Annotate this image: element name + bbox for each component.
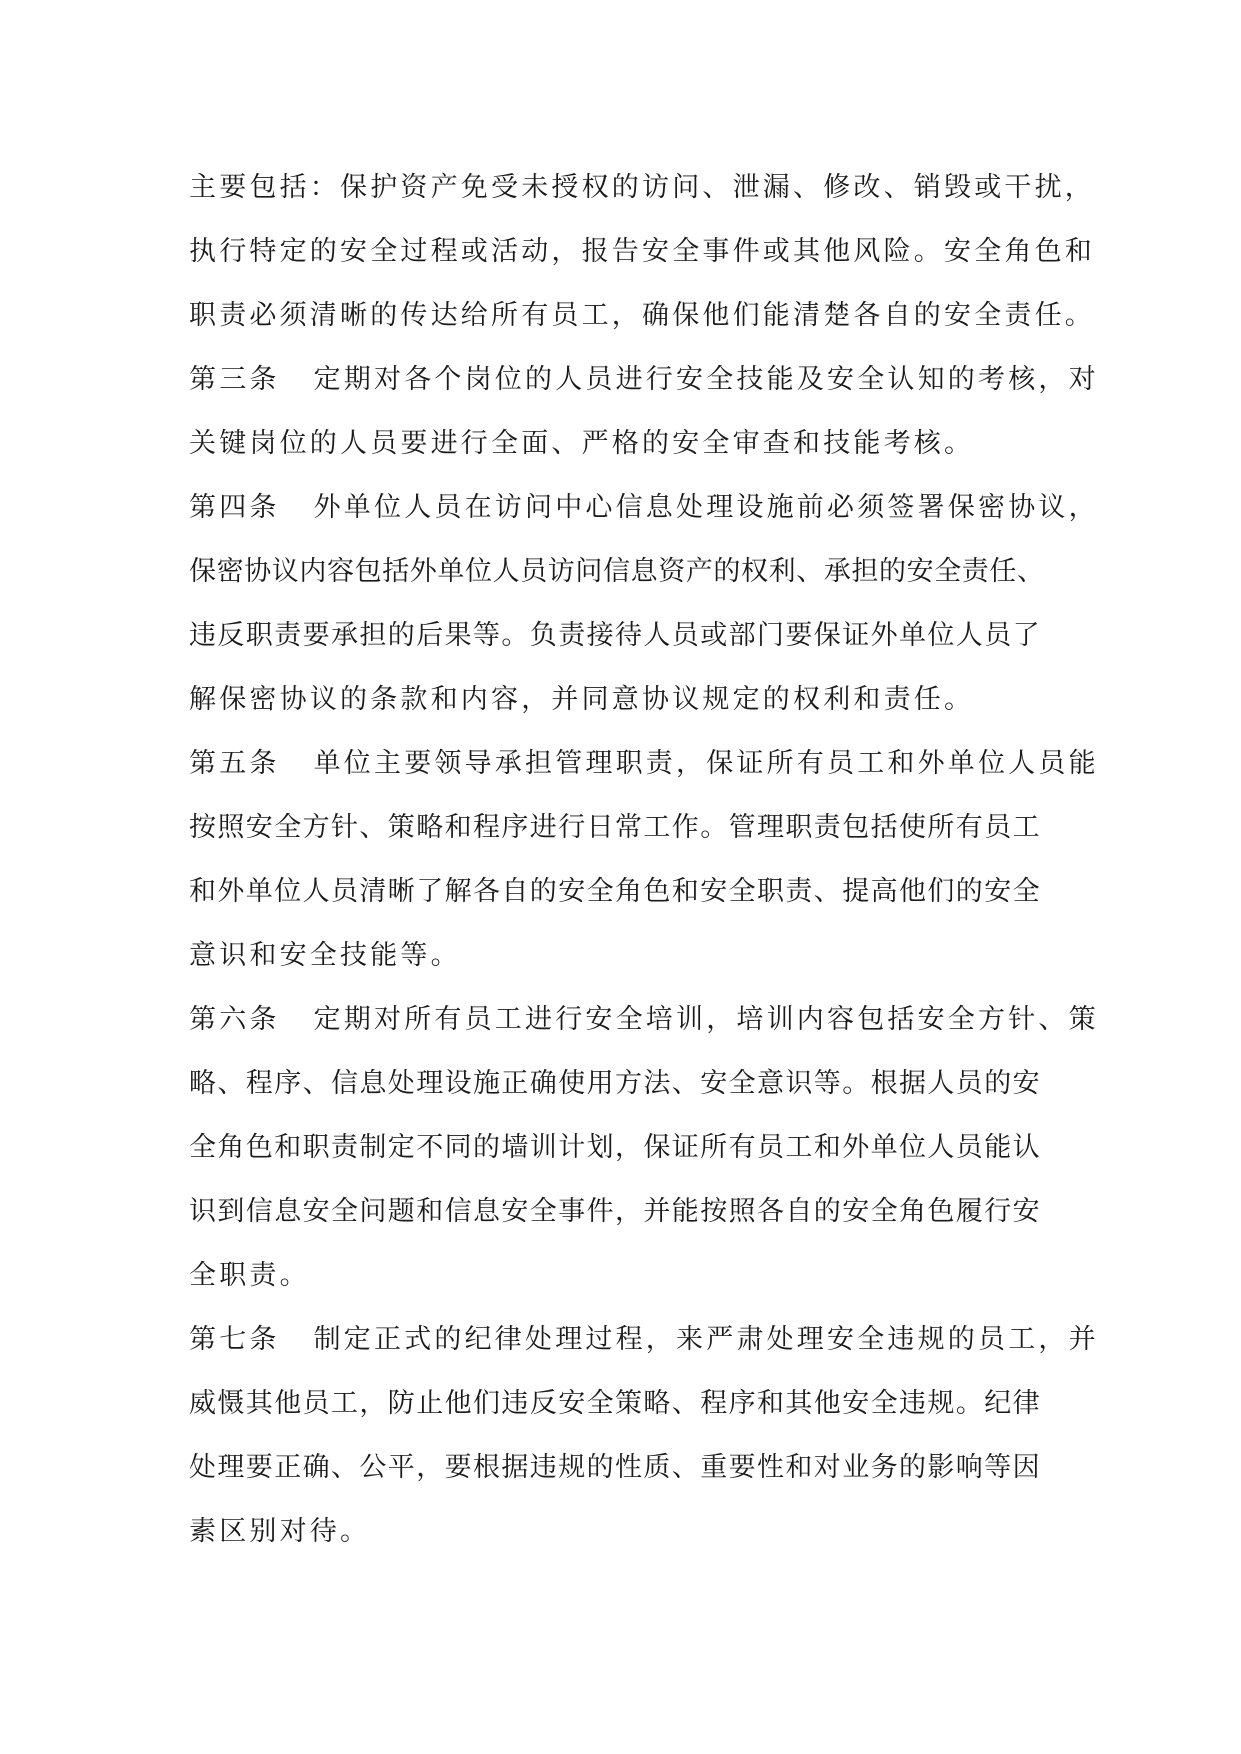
document-body xyxy=(189,156,1099,1564)
text-line: 职责必须清晰的传达给所有员工，确保他们能清楚各自的安全责任。 xyxy=(189,300,1095,331)
text-line: 违反职责要承担的后果等。负责接待人员或部门要保证外单位人员了 xyxy=(189,620,1041,651)
article-3 xyxy=(189,348,1099,476)
article-label: 第三条 xyxy=(189,364,280,395)
text-line: 全角色和职责制定不同的墙训计划，保证所有员工和外单位人员能认 xyxy=(189,1132,1041,1163)
text-line xyxy=(189,1308,1099,1372)
text-line: 按照安全方针、策略和程序进行日常工作。管理职责包括使所有员工 xyxy=(189,812,1041,843)
text-line: 关键岗位的人员要进行全面、严格的安全审查和技能考核。 xyxy=(189,428,975,459)
text-line: 意识和安全技能等。 xyxy=(189,940,461,971)
text-line: 解保密协议的条款和内容，并同意协议规定的权利和责任。 xyxy=(189,684,975,715)
text-line: 保密协议内容包括外单位人员访问信息资产的权利、承担的安全责任、 xyxy=(189,556,1045,587)
text-line: 识到信息安全问题和信息安全事件，并能按照各自的安全角色履行安 xyxy=(189,1196,1041,1227)
text-line: 执行特定的安全过程或活动，报告安全事件或其他风险。安全角色和 xyxy=(189,236,1095,267)
text-line: 主要包括：保护资产免受未授权的访问、泄漏、修改、销毁或干扰， xyxy=(189,172,1095,203)
text-line: 素区别对待。 xyxy=(189,1516,371,1547)
article-label: 第五条 xyxy=(189,748,280,779)
article-7 xyxy=(189,1308,1099,1564)
text-line xyxy=(189,732,1099,796)
article-text: 定期对所有员工进行安全培训，培训内容包括安全方针、策 xyxy=(313,1004,1099,1035)
article-6 xyxy=(189,988,1099,1308)
text-line: 略、程序、信息处理设施正确使用方法、安全意识等。根据人员的安 xyxy=(189,1068,1041,1099)
text-line: 处理要正确、公平，要根据违规的性质、重要性和对业务的影响等因 xyxy=(189,1452,1041,1483)
article-label: 第七条 xyxy=(189,1324,280,1355)
text-line: 威慑其他员工，防止他们违反安全策略、程序和其他安全违规。纪律 xyxy=(189,1388,1041,1419)
article-4 xyxy=(189,476,1099,732)
text-line: 全职责。 xyxy=(189,1260,310,1291)
article-label: 第四条 xyxy=(189,492,280,523)
text-line xyxy=(189,988,1099,1052)
paragraph-intro xyxy=(189,156,1095,348)
text-line xyxy=(189,348,1099,412)
text-line: 和外单位人员清晰了解各自的安全角色和安全职责、提高他们的安全 xyxy=(189,876,1041,907)
article-label: 第六条 xyxy=(189,1004,280,1035)
article-text: 制定正式的纪律处理过程，来严肃处理安全违规的员工，并 xyxy=(313,1324,1099,1355)
article-text: 定期对各个岗位的人员进行安全技能及安全认知的考核，对 xyxy=(313,364,1099,395)
article-text: 单位主要领导承担管理职责，保证所有员工和外单位人员能 xyxy=(313,748,1099,779)
article-5 xyxy=(189,732,1099,988)
text-line xyxy=(189,476,1099,540)
article-text: 外单位人员在访问中心信息处理设施前必须签署保密协议， xyxy=(313,492,1099,523)
